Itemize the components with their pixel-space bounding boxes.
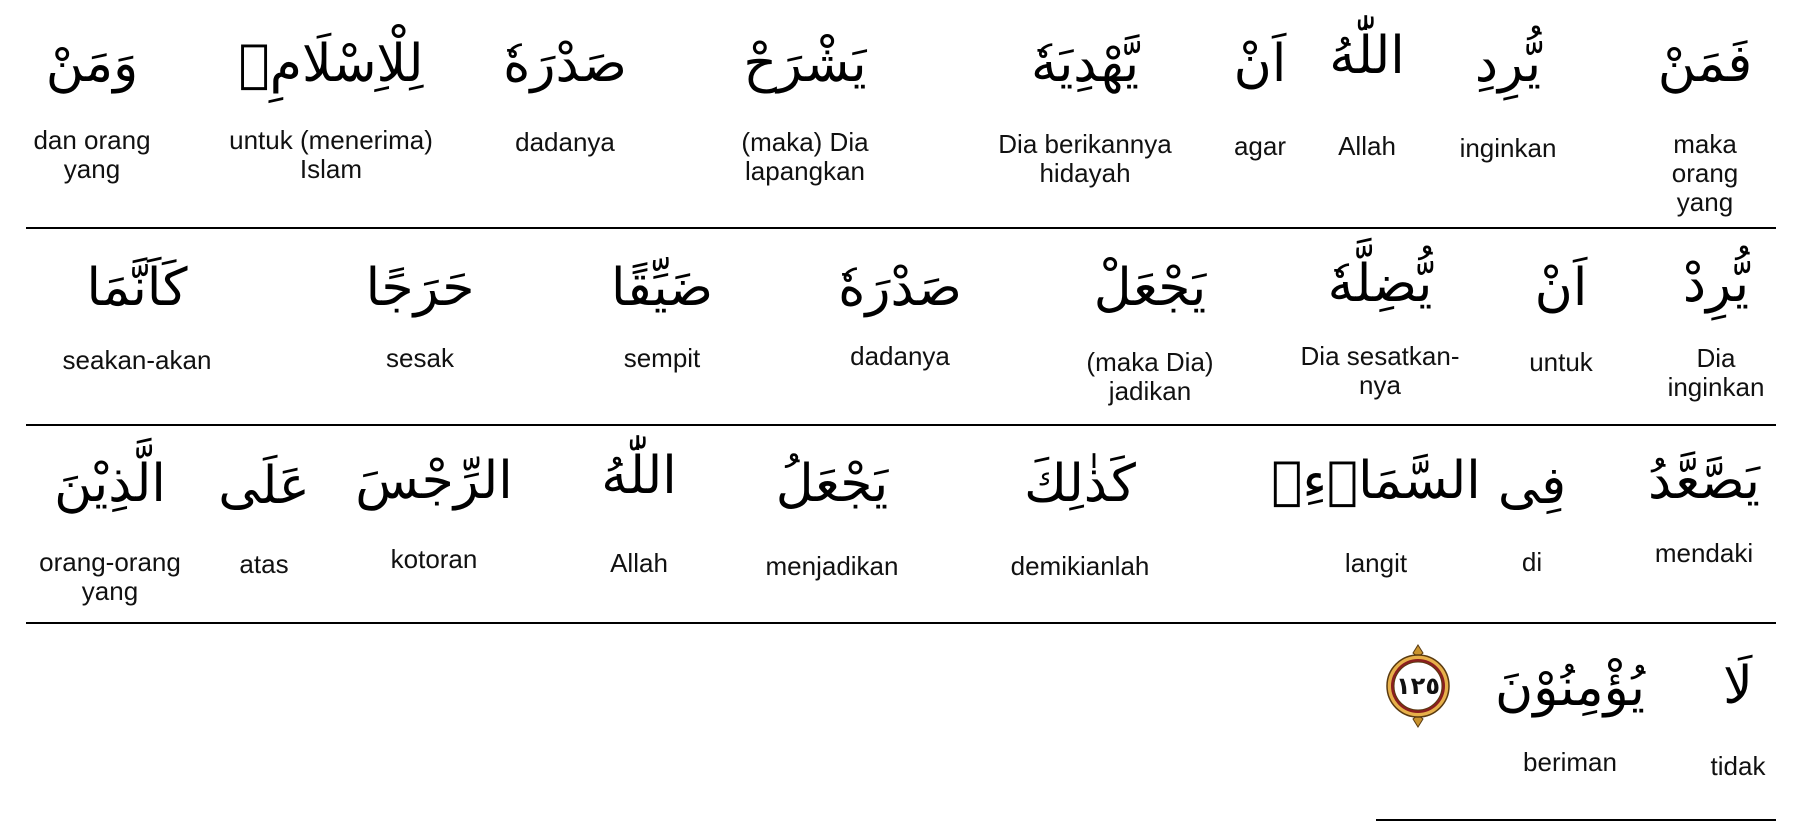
translation: atas — [239, 549, 289, 579]
translation: menjadikan — [765, 551, 899, 581]
word-2-1 — [1667, 254, 1765, 402]
arabic-word: يُّرِدِ — [1474, 34, 1542, 94]
line-divider-2 — [26, 424, 1776, 426]
translation: (maka Dia) jadikan — [1086, 347, 1214, 406]
word-1-3 — [1329, 26, 1405, 161]
translation: tidak — [1710, 751, 1766, 781]
arabic-word: يُؤْمِنُوْنَ — [1495, 658, 1645, 718]
arabic-word: ضَيِّقًا — [611, 258, 713, 318]
word-4-2 — [1495, 658, 1645, 777]
translation: Allah — [1338, 131, 1396, 161]
word-1-7 — [503, 34, 627, 157]
word-1-4 — [1233, 34, 1287, 161]
arabic-word: اَنْ — [1534, 258, 1588, 318]
translation: Dia sesatkan- nya — [1300, 341, 1460, 400]
translation: kotoran — [390, 544, 478, 574]
word-3-6 — [601, 446, 677, 578]
arabic-word: السَّمَاۤءِۗ — [1271, 451, 1481, 511]
translation: dadanya — [850, 341, 950, 371]
arabic-word: كَذٰلِكَ — [1024, 454, 1136, 514]
arabic-word: اللّٰهُ — [1329, 26, 1405, 86]
translation: demikianlah — [1010, 551, 1150, 581]
word-3-2 — [1497, 456, 1567, 577]
word-1-5 — [998, 34, 1172, 188]
word-2-8 — [62, 258, 212, 375]
word-1-8 — [229, 34, 433, 184]
word-3-4 — [1010, 454, 1150, 581]
arabic-word: اللّٰهُ — [601, 446, 677, 506]
word-3-8 — [218, 456, 310, 579]
arabic-word: فِى — [1497, 456, 1567, 516]
translation: maka orang yang — [1671, 129, 1739, 217]
arabic-word: لَا — [1723, 656, 1753, 716]
arabic-word: يُّرِدْ — [1682, 254, 1750, 314]
word-1-9 — [33, 34, 151, 184]
arabic-word: يَجْعَلُ — [775, 454, 889, 514]
line-divider-3 — [26, 622, 1776, 624]
word-3-1 — [1648, 451, 1760, 568]
arabic-word: صَدْرَهٗ — [503, 34, 627, 94]
translation: Dia inginkan — [1667, 343, 1765, 402]
word-1-2 — [1459, 34, 1557, 163]
word-2-4 — [1086, 258, 1214, 406]
arabic-word: الرِّجْسَ — [355, 451, 513, 511]
translation: dan orang yang — [33, 125, 151, 184]
line-divider-4 — [1376, 819, 1776, 821]
arabic-word: يَّهْدِيَهٗ — [1030, 34, 1140, 94]
translation: sempit — [623, 343, 701, 373]
word-2-3 — [1300, 254, 1460, 400]
word-2-5 — [838, 258, 962, 371]
arabic-word: كَاَنَّمَا — [86, 258, 188, 318]
word-3-7 — [355, 451, 513, 574]
arabic-word: يَصَّعَّدُ — [1648, 451, 1760, 511]
translation: di — [1521, 547, 1543, 577]
translation: Dia berikannya hidayah — [998, 129, 1172, 188]
arabic-word: فَمَنْ — [1657, 34, 1753, 94]
translation: (maka) Dia lapangkan — [741, 127, 869, 186]
translation: Allah — [610, 548, 668, 578]
word-2-2 — [1529, 258, 1593, 377]
word-1-6 — [741, 34, 869, 186]
arabic-word: يُّضِلَّهٗ — [1327, 254, 1433, 314]
ayah-number: ١٢٥ — [1396, 672, 1440, 700]
word-3-3 — [1271, 451, 1481, 578]
arabic-word: يَجْعَلْ — [1093, 258, 1207, 318]
line-divider-1 — [26, 227, 1776, 229]
translation: dadanya — [515, 127, 615, 157]
arabic-word: لِلْاِسْلَامِۚ — [238, 34, 424, 94]
word-3-9 — [39, 454, 181, 606]
arabic-word: عَلَى — [218, 456, 310, 516]
translation: inginkan — [1459, 133, 1557, 163]
translation: untuk — [1529, 347, 1593, 377]
translation: agar — [1233, 131, 1287, 161]
word-1-1 — [1657, 34, 1753, 217]
translation: mendaki — [1654, 538, 1754, 568]
arabic-word: وَمَنْ — [45, 34, 139, 94]
translation: orang-orang yang — [39, 547, 181, 606]
ayah-number-marker — [1385, 643, 1451, 729]
translation: langit — [1344, 548, 1408, 578]
word-2-6 — [611, 258, 713, 373]
word-4-1 — [1710, 656, 1766, 781]
arabic-word: حَرَجًا — [365, 258, 475, 318]
word-2-7 — [365, 258, 475, 373]
word-3-5 — [765, 454, 899, 581]
arabic-word: الَّذِيْنَ — [54, 454, 166, 514]
translation: sesak — [386, 343, 454, 373]
arabic-word: يَشْرَحْ — [743, 34, 867, 94]
arabic-word: صَدْرَهٗ — [838, 258, 962, 318]
translation: beriman — [1523, 747, 1617, 777]
translation: seakan-akan — [62, 345, 212, 375]
translation: untuk (menerima) Islam — [229, 125, 433, 184]
arabic-word: اَنْ — [1233, 34, 1287, 94]
